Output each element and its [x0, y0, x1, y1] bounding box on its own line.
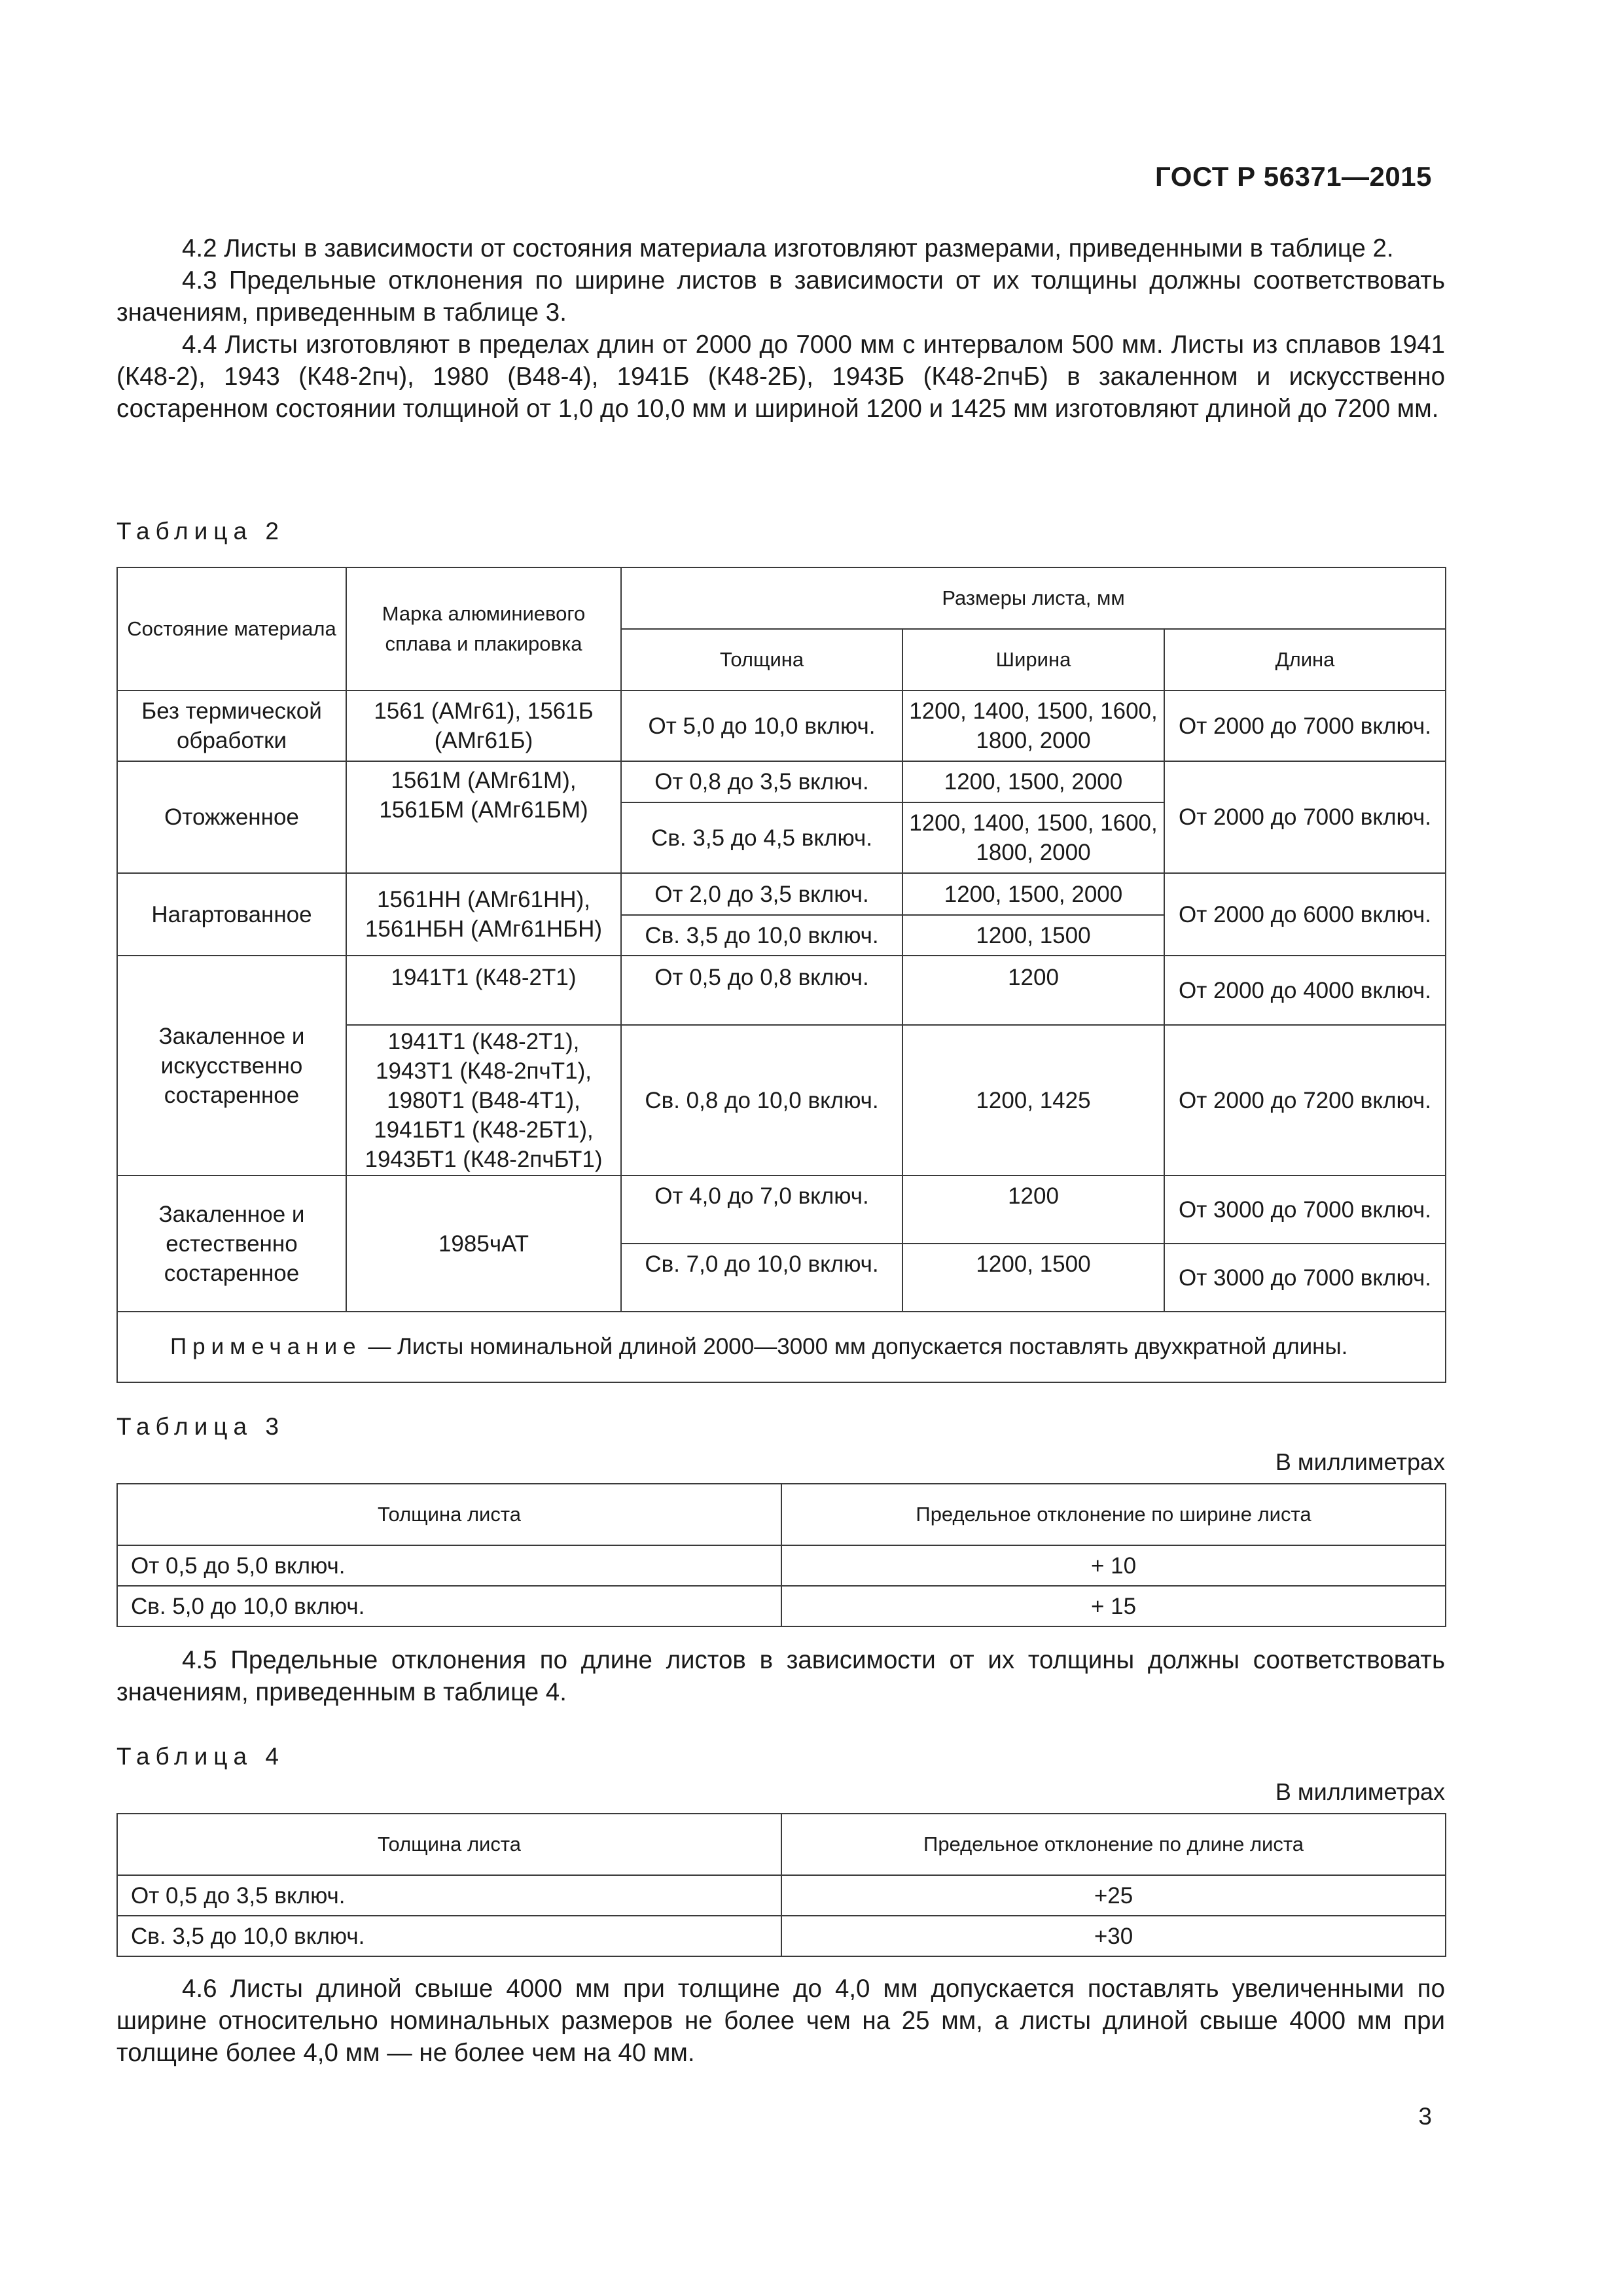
cell-alloy: 1561М (АМг61М), 1561БМ (АМг61БМ)	[346, 761, 621, 873]
header-thickness: Толщина листа	[117, 1484, 781, 1545]
cell-alloy: 1561НН (АМг61НН), 1561НБН (АМг61НБН)	[346, 873, 621, 956]
cell-deviation: + 15	[781, 1586, 1446, 1626]
cell-thickness: Св. 0,8 до 10,0 включ.	[621, 1025, 902, 1175]
paragraph-4-5: 4.5 Предельные отклонения по длине листов в зависимости от их толщины должны соответствовать значениям, приведенным в таблице 4.	[116, 1646, 1445, 1706]
table-4	[116, 1813, 1446, 1957]
standard-header: ГОСТ Р 56371—2015	[1155, 161, 1432, 192]
paragraph-4-6-block	[116, 1973, 1445, 2069]
cell-alloy: 1561 (АМг61), 1561Б (АМг61Б)	[346, 691, 621, 761]
cell-thickness: От 5,0 до 10,0 включ.	[621, 691, 902, 761]
cell-alloy: 1941Т1 (К48-2Т1)	[346, 956, 621, 1025]
header-sizes: Размеры листа, мм	[621, 567, 1446, 629]
table-row	[117, 1545, 1446, 1586]
table-row	[117, 1875, 1446, 1916]
cell-thickness: Св. 3,5 до 10,0 включ.	[117, 1916, 781, 1956]
cell-state: Без термической обработки	[117, 691, 346, 761]
cell-width: 1200, 1500, 2000	[902, 761, 1164, 802]
table-row	[117, 956, 1446, 1025]
table-2-caption: Таблица 2	[116, 518, 285, 545]
cell-thickness: От 4,0 до 7,0 включ.	[621, 1175, 902, 1244]
header-length: Длина	[1164, 629, 1446, 691]
cell-length: От 2000 до 6000 включ.	[1164, 873, 1446, 956]
table-2-note	[117, 1312, 1446, 1382]
header-thickness: Толщина листа	[117, 1814, 781, 1875]
paragraph-4-4: 4.4 Листы изготовляют в пределах длин от 2000 до 7000 мм с интервалом 500 мм. Листы из сплавов 1941 (К48-2), 1943 (К48-2пч), 1980 (В48-4), 1941Б (К48-2Б), 1943Б (К48-2пчБ) в закаленном и искусственно состаренном состоянии толщиной от 1,0 до 10,0 мм и шириной 1200 и 1425 мм изготовляют длиной до 7200 мм.	[116, 331, 1445, 423]
cell-thickness: От 0,5 до 3,5 включ.	[117, 1875, 781, 1916]
header-width-deviation: Предельное отклонение по ширине листа	[781, 1484, 1446, 1545]
cell-width: 1200	[902, 956, 1164, 1025]
table-2	[116, 567, 1446, 1383]
table-3-caption: Таблица 3	[116, 1413, 285, 1440]
intro-paragraphs	[116, 232, 1445, 425]
paragraph-4-2: 4.2 Листы в зависимости от состояния материала изготовляют размерами, приведенными в таблице 2.	[182, 234, 1394, 262]
header-state: Состояние материала	[117, 567, 346, 691]
header-width: Ширина	[902, 629, 1164, 691]
table-3-unit: В миллиметрах	[1275, 1448, 1445, 1475]
table-4-unit: В миллиметрах	[1275, 1778, 1445, 1805]
cell-thickness: От 0,5 до 5,0 включ.	[117, 1545, 781, 1586]
cell-thickness: Св. 5,0 до 10,0 включ.	[117, 1586, 781, 1626]
table-row	[117, 1175, 1446, 1244]
cell-state: Нагартованное	[117, 873, 346, 956]
table-3-block	[116, 1412, 1445, 1627]
cell-deviation: +25	[781, 1875, 1446, 1916]
cell-thickness: Св. 3,5 до 4,5 включ.	[621, 802, 902, 873]
header-alloy: Марка алюминиевого сплава и плакировка	[346, 567, 621, 691]
cell-alloy: 1941Т1 (К48-2Т1), 1943Т1 (К48-2пчТ1), 1980Т1 (В48-4Т1), 1941БТ1 (К48-2БТ1), 1943БТ1 (К48-2пчБТ1)	[346, 1025, 621, 1175]
table-row	[117, 761, 1446, 802]
cell-width: 1200, 1500, 2000	[902, 873, 1164, 915]
cell-deviation: + 10	[781, 1545, 1446, 1586]
cell-thickness: От 0,8 до 3,5 включ.	[621, 761, 902, 802]
note-label: Примечание	[170, 1333, 362, 1359]
page-number: 3	[1418, 2103, 1432, 2130]
table-row	[117, 1916, 1446, 1956]
cell-alloy: 1985чАТ	[346, 1175, 621, 1312]
paragraph-4-3: 4.3 Предельные отклонения по ширине листов в зависимости от их толщины должны соответствовать значениям, приведенным в таблице 3.	[116, 266, 1445, 327]
cell-thickness: Св. 7,0 до 10,0 включ.	[621, 1244, 902, 1312]
cell-length: От 2000 до 7000 включ.	[1164, 761, 1446, 873]
note-text: — Листы номинальной длиной 2000—3000 мм допускается поставлять двухкратной длины.	[368, 1333, 1348, 1359]
cell-state: Отожженное	[117, 761, 346, 873]
table-4-caption: Таблица 4	[116, 1743, 285, 1770]
paragraph-4-5-block	[116, 1644, 1445, 1708]
cell-width: 1200	[902, 1175, 1164, 1244]
cell-thickness: От 0,5 до 0,8 включ.	[621, 956, 902, 1025]
cell-state: Закаленное и искусственно состаренное	[117, 956, 346, 1175]
table-row	[117, 1586, 1446, 1626]
cell-length: От 2000 до 7200 включ.	[1164, 1025, 1446, 1175]
cell-state: Закаленное и естественно состаренное	[117, 1175, 346, 1312]
cell-length: От 2000 до 7000 включ.	[1164, 691, 1446, 761]
table-row	[117, 691, 1446, 761]
table-2-block	[116, 567, 1445, 1383]
table-row	[117, 873, 1446, 915]
cell-width: 1200, 1400, 1500, 1600, 1800, 2000	[902, 691, 1164, 761]
cell-width: 1200, 1425	[902, 1025, 1164, 1175]
header-thickness: Толщина	[621, 629, 902, 691]
cell-width: 1200, 1500	[902, 915, 1164, 956]
cell-deviation: +30	[781, 1916, 1446, 1956]
cell-thickness: От 2,0 до 3,5 включ.	[621, 873, 902, 915]
cell-length: От 3000 до 7000 включ.	[1164, 1175, 1446, 1244]
cell-width: 1200, 1400, 1500, 1600, 1800, 2000	[902, 802, 1164, 873]
table-3	[116, 1483, 1446, 1627]
cell-thickness: Св. 3,5 до 10,0 включ.	[621, 915, 902, 956]
cell-length: От 2000 до 4000 включ.	[1164, 956, 1446, 1025]
table-4-block	[116, 1742, 1445, 1957]
cell-length: От 3000 до 7000 включ.	[1164, 1244, 1446, 1312]
header-length-deviation: Предельное отклонение по длине листа	[781, 1814, 1446, 1875]
paragraph-4-6: 4.6 Листы длиной свыше 4000 мм при толщине до 4,0 мм допускается поставлять увеличенными по ширине относительно номинальных размеров не более чем на 25 мм, а листы длиной свыше 4000 мм при толщине более 4,0 мм — не более чем на 40 мм.	[116, 1975, 1445, 2067]
cell-width: 1200, 1500	[902, 1244, 1164, 1312]
